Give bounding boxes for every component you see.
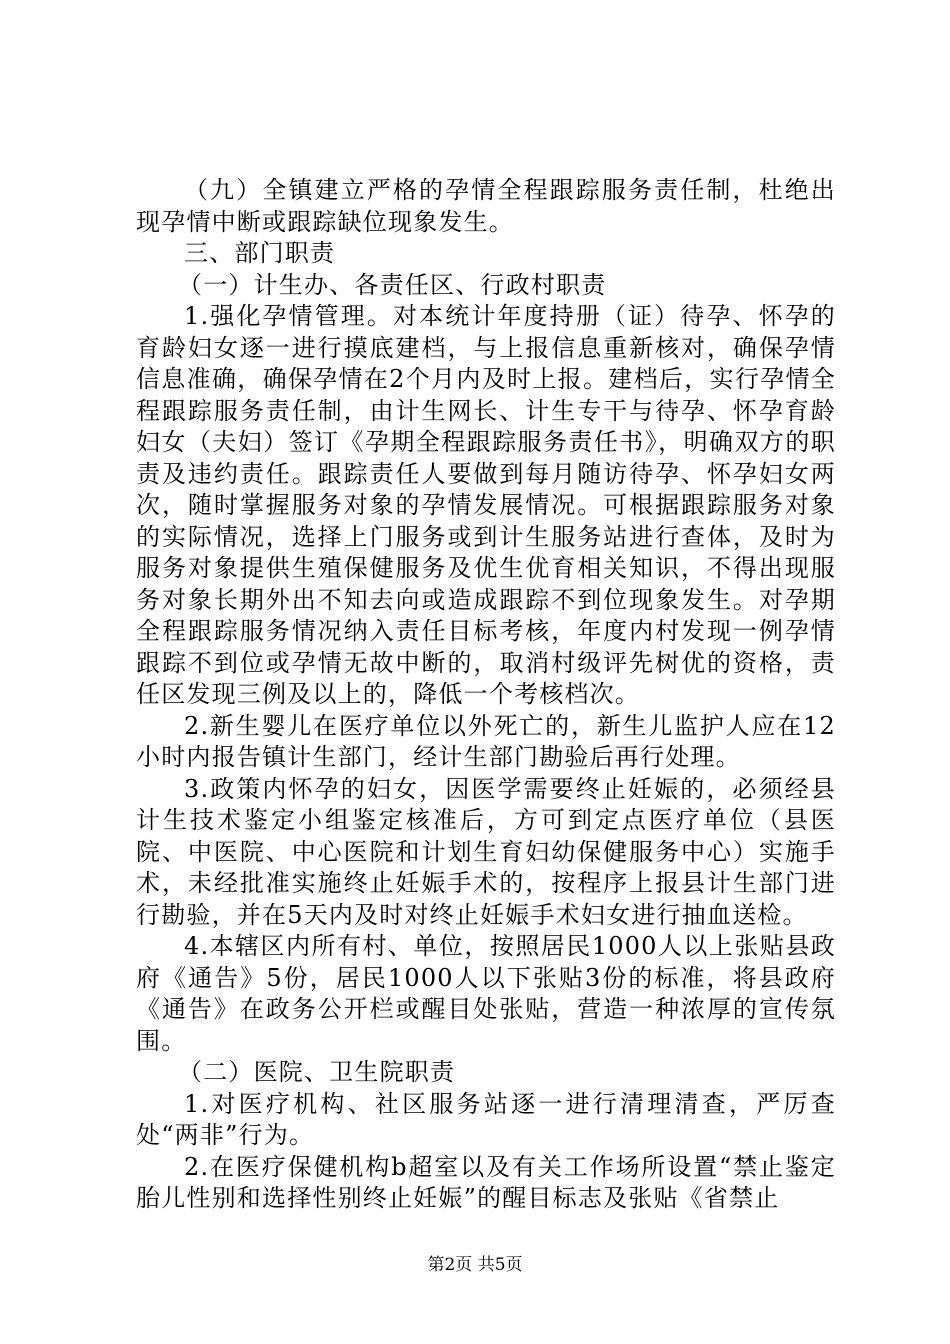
subsection-heading-hospitals: （二）医院、卫生院职责: [178, 1058, 456, 1086]
paragraph-termination-approval: 3.政策内怀孕的妇女，因医学需要终止妊娠的，必须经县计生技术鉴定小组鉴定核准后，方可到定点医疗单位（县医院、中医院、中心医院和计划生育妇幼保健服务中心）实施手术，未经批准实施终止妊娠手术的，按程序上报县计生部门进行勘验，并在5天内及时对终止妊娠手术妇女进行抽血送检。: [136, 774, 836, 929]
paragraph-clinic-inspection: 1.对医疗机构、社区服务站逐一进行清理清查，严厉查处“两非”行为。: [136, 1089, 836, 1149]
paragraph-ultrasound-signage: 2.在医疗保健机构b超室以及有关工作场所设置“禁止鉴定胎儿性别和选择性别终止妊娠”的醒目标志及张贴《省禁止: [136, 1152, 836, 1212]
page-number-footer: 第2页 共5页: [427, 1255, 523, 1275]
section-heading-department-duties: 三、部门职责: [184, 239, 336, 267]
subsection-heading-family-planning: （一）计生办、各责任区、行政村职责: [178, 270, 607, 299]
paragraph-item-9: （九）全镇建立严格的孕情全程跟踪服务责任制，杜绝出现孕情中断或跟踪缺位现象发生。: [136, 176, 836, 236]
paragraph-pregnancy-management: 1.强化孕情管理。对本统计年度持册（证）待孕、怀孕的育龄妇女逐一进行摸底建档，与上报信息重新核对，确保孕情信息准确，确保孕情在2个月内及时上报。建档后，实行孕情全程跟踪服务责任制，由计生网长、计生专干与待孕、怀孕育龄妇女（夫妇）签订《孕期全程跟踪服务责任书》，明确双方的职责及违约责任。跟踪责任人要做到每月随访待孕、怀孕妇女两次，随时掌握服务对象的孕情发展情况。可根据跟踪服务对象的实际情况，选择上门服务或到计生服务站进行查体，及时为服务对象提供生殖保健服务及优生优育相关知识，不得出现服务对象长期外出不知去向或造成跟踪不到位现象发生。对孕期全程跟踪服务情况纳入责任目标考核，年度内村发现一例孕情跟踪不到位或孕情无故中断的，取消村级评先树优的资格，责任区发现三例及以上的，降低一个考核档次。: [136, 302, 836, 708]
paragraph-newborn-death: 2.新生婴儿在医疗单位以外死亡的，新生儿监护人应在12小时内报告镇计生部门，经计生部门勘验后再行处理。: [136, 711, 836, 771]
paragraph-notice-posting: 4.本辖区内所有村、单位，按照居民1000人以上张贴县政府《通告》5份，居民1000人以下张贴3份的标准，将县政府《通告》在政务公开栏或醒目处张贴，营造一种浓厚的宣传氛围。: [136, 932, 836, 1055]
document-body: [136, 175, 836, 1215]
